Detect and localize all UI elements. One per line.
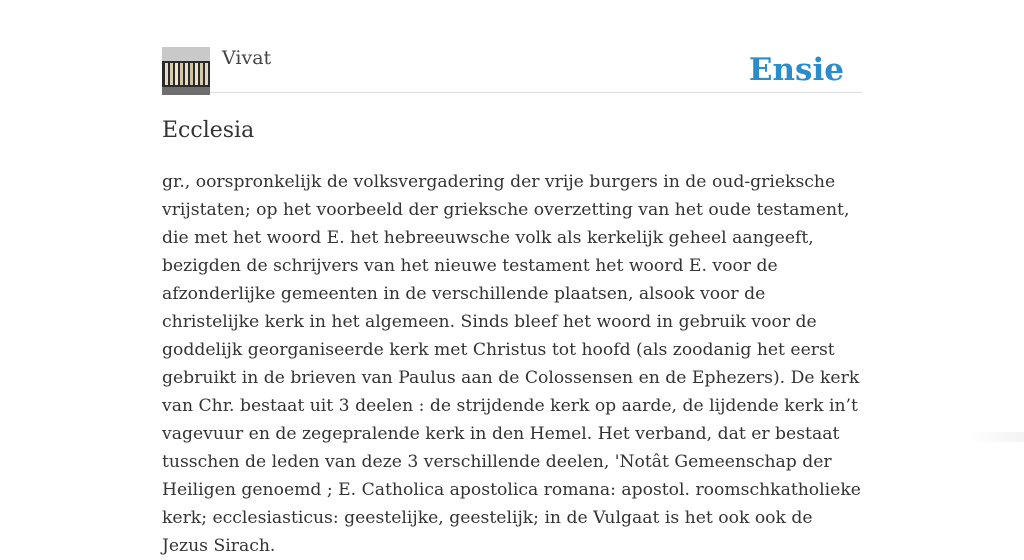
header: [162, 40, 862, 93]
author-avatar[interactable]: [162, 47, 210, 95]
page: [162, 0, 862, 556]
brand-logo-link[interactable]: Ensie: [748, 52, 844, 88]
bookshelf-avatar-icon: [162, 47, 210, 95]
corner-fade: [964, 432, 1024, 442]
author-name-link[interactable]: Vivat: [222, 47, 272, 69]
page-title: Ecclesia: [162, 118, 255, 143]
definition-text: gr., oorspronkelijk de volksvergadering der vrije burgers in de oud-grieksche vrijstaten; op het voorbeeld der grieksche overzetting van het oude testament, die met het woord E. het hebreeuwsche volk als kerkelijk geheel aangeeft, bezigden de schrijvers van het nieuwe testament het woord E. voor de afzonderlijke gemeenten in de verschillende plaatsen, alsook voor de christelijke kerk in het algemeen. Sinds bleef het woord in gebruik voor de goddelijk georganiseerde kerk met Christus tot hoofd (als zoodanig het eerst gebruikt in de brieven van Paulus aan de Colossensen en de Ephezers). De kerk van Chr. bestaat uit 3 deelen : de strijdende kerk op aarde, de lijdende kerk in’t vagevuur en de zegepralende kerk in den Hemel. Het verband, dat er bestaat tusschen de leden van deze 3 verschillende deelen, 'Notât Gemeenschap der Heiligen genoemd ; E. Catholica apostolica romana: apostol. roomschkatholieke kerk; ecclesiasticus: geestelijke, geestelijk; in de Vulgaat is het ook ook de Jezus Sirach.: [162, 172, 861, 556]
